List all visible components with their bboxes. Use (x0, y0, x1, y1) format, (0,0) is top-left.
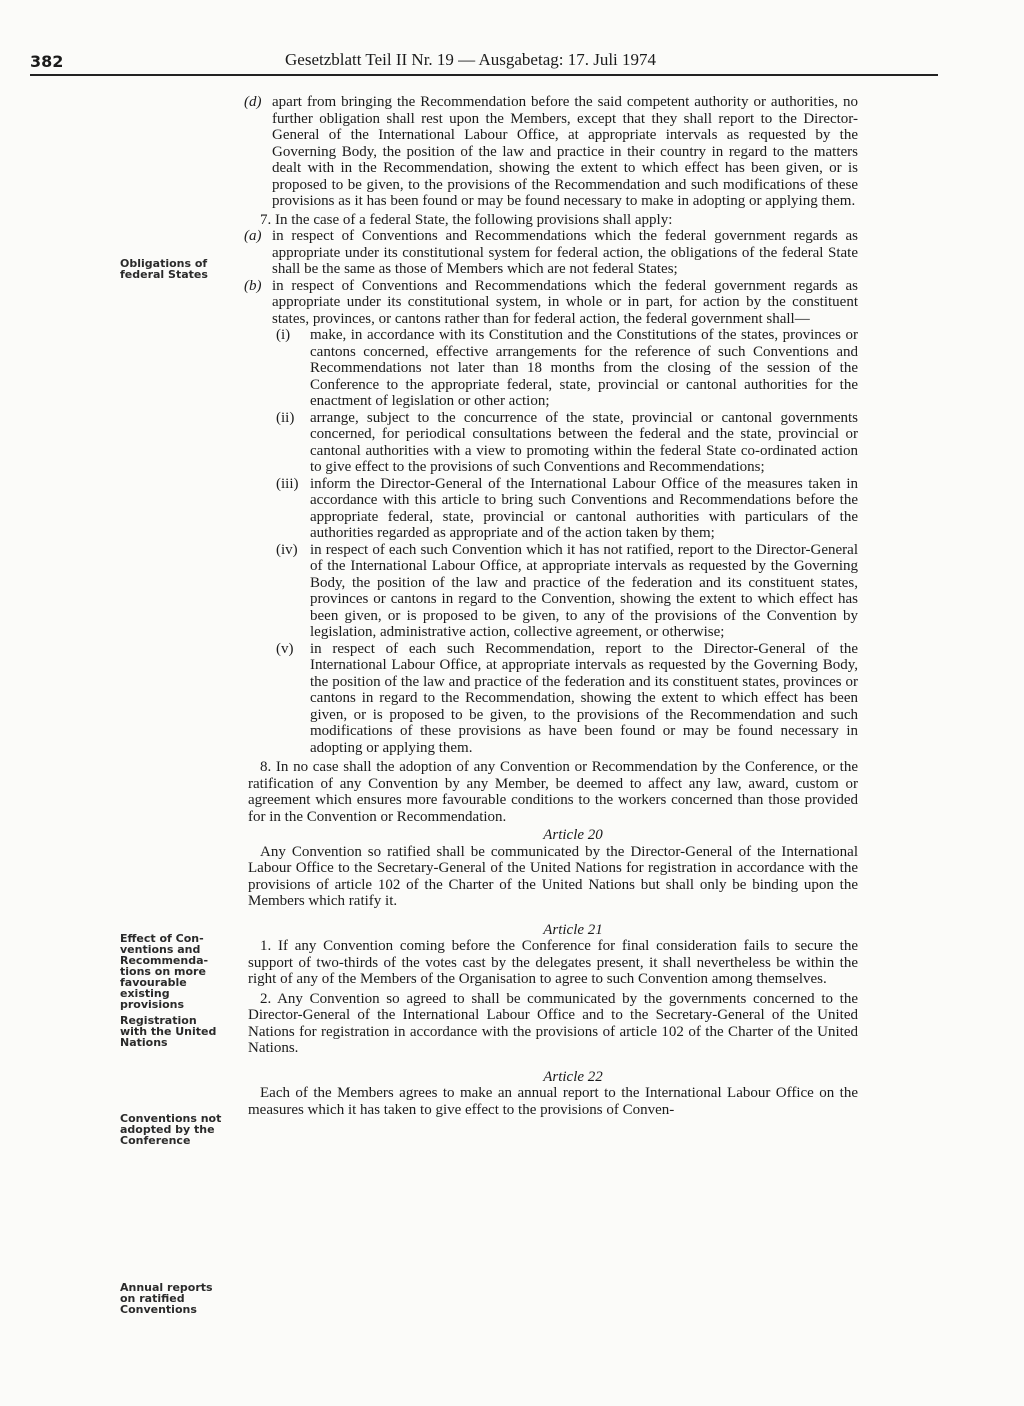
item-roman-iii (248, 476, 858, 542)
page-number: 382 (30, 52, 64, 71)
article-20-title: Article 20 (543, 827, 603, 843)
item-text: in respect of each such Convention which it has not ratified, report to the Director-General of the International Labour Office, at appropriate intervals as requested by the Governing Body, the position of the law and practice of the federation and its constituent states, provinces or cantons in regard to the Convention, showing the extent to which effect has been given, or is proposed to be given, to any of the provisions of the Convention by legislation, administrative action, collective agreement, or otherwise; (310, 541, 858, 640)
article-22-text: Each of the Members agrees to make an annual report to the International Labour Office on the measures which it has taken to give effect to the provisions of Conven- (248, 1085, 858, 1118)
item-7a (244, 228, 858, 278)
article-20-text: Any Convention so ratified shall be communicated by the Director-General of the International Labour Office to the Secretary-General of the United Nations for registration in accordance with the provisions of article 102 of the Charter of the United Nations but shall only be binding upon the Members which ratify it. (248, 843, 858, 909)
item-text: arrange, subject to the concurrence of the state, provincial or cantonal governments concerned, for periodical consultations between the federal and the state, provincial or cantonal authorities with a view to promoting within the federal State co-ordinated action to give effect to the provisions of such Conventions and Recommendations; (310, 409, 858, 475)
item-label: (v) (276, 640, 294, 657)
margin-note-conventions-not-adopted: Conventions not adopted by the Conference (120, 1112, 222, 1147)
margin-note-registration: Registration with the United Nations (120, 1014, 217, 1049)
item-label: (a) (244, 228, 262, 244)
margin-note-annual-reports: Annual reports on ratified Conventions (120, 1281, 213, 1316)
item-text: in respect of Conventions and Recommendations which the federal government regards as appropriate under its constitutional system, in whole or in part, for action by the constituent states, provinces, or cantons rather than for federal action, the federal government shall— (272, 277, 858, 327)
item-7b (244, 277, 858, 328)
item-roman-ii (248, 410, 858, 476)
item-text: apart from bringing the Recommendation before the said competent authority or authorities, no further obligation shall rest upon the Members, except that they shall report to the Director-General of the International Labour Office, at appropriate intervals as requested by the Governing Body, the position of the law and practice in their country in regard to the matters dealt with in the Recommendation, showing the extent to which effect has been given, or is proposed to be given, to the provisions of the Recommendation and such modifications of these provisions as it has been found or may be found necessary to make in adopting or applying them. (272, 94, 858, 209)
item-label: (iv) (276, 541, 298, 558)
item-text: in respect of each such Recommendation, report to the Director-General of the International Labour Office, at appropriate intervals as requested by the Governing Body, the position of the law and practice of the federation and its constituent states, provinces or cantons in regard to the Recommendation, showing the extent to which effect has been given, or is proposed to be given, to the provisions of the Recommendation and such modifications of these provisions as have been found or may be found necessary in adopting or applying them. (310, 640, 858, 756)
item-label: (d) (244, 94, 262, 110)
paragraph-7: 7. In the case of a federal State, the following provisions shall apply: (260, 211, 673, 228)
margin-note-federal-states: Obligations of federal States (120, 257, 208, 281)
page-header (30, 48, 938, 76)
article-21-title: Article 21 (543, 921, 603, 938)
item-text: make, in accordance with its Constitution and the Constitutions of the states, provinces or cantons concerned, effective arrangements for the reference of such Conventions and Recommendations not later than 18 months from the closing of the session of the Conference to the appropriate federal, state, provincial or cantonal authorities for the enactment of legislation or other action; (310, 327, 858, 409)
running-head: Gesetzblatt Teil II Nr. 19 — Ausgabetag: 17. Juli 1974 (285, 50, 657, 69)
item-label: (ii) (276, 409, 295, 426)
item-text: inform the Director-General of the International Labour Office of the measures taken in accordance with this article to bring such Conventions and Recommendations before the appropriate federal, state, provincial or cantonal authorities with particulars of the authorities regarded as appropriate and of the action taken by them; (310, 475, 858, 541)
item-d (244, 94, 858, 210)
item-roman-i (248, 327, 858, 410)
document-body (244, 94, 858, 1118)
item-label: (iii) (276, 475, 299, 492)
item-label: (b) (244, 277, 262, 294)
article-21-paragraph-2: 2. Any Convention so agreed to shall be communicated by the governments concerned to the Director-General of the International Labour Office and to the Secretary-General of the United Nations for registration in accordance with the provisions of article 102 of the Charter of the United Nations. (248, 990, 858, 1056)
item-roman-iv (248, 542, 858, 641)
margin-note-favourable-provisions: Effect of Con- ventions and Recommenda- tions on more favourable existing provisions (120, 932, 209, 1011)
article-21-paragraph-1: 1. If any Convention coming before the Conference for final consideration fails to secure the support of two-thirds of the votes cast by the delegates present, it shall nevertheless be within the right of any of the Members of the Organisation to agree to such Convention among themselves. (248, 938, 858, 987)
item-text: in respect of Conventions and Recommendations which the federal government regards as appropriate under its constitutional system for federal action, the obligations of the federal State shall be the same as those of Members which are not federal States; (272, 228, 858, 277)
item-label: (i) (276, 327, 291, 343)
article-22-title: Article 22 (543, 1068, 603, 1085)
paragraph-8: 8. In no case shall the adoption of any Convention or Recommendation by the Conference, or the ratification of any Convention by any Member, be deemed to affect any law, award, custom or agreement which ensures more favourable conditions to the workers concerned than those provided for in the Convention or Recommendation. (248, 759, 858, 825)
item-roman-v (248, 641, 858, 757)
